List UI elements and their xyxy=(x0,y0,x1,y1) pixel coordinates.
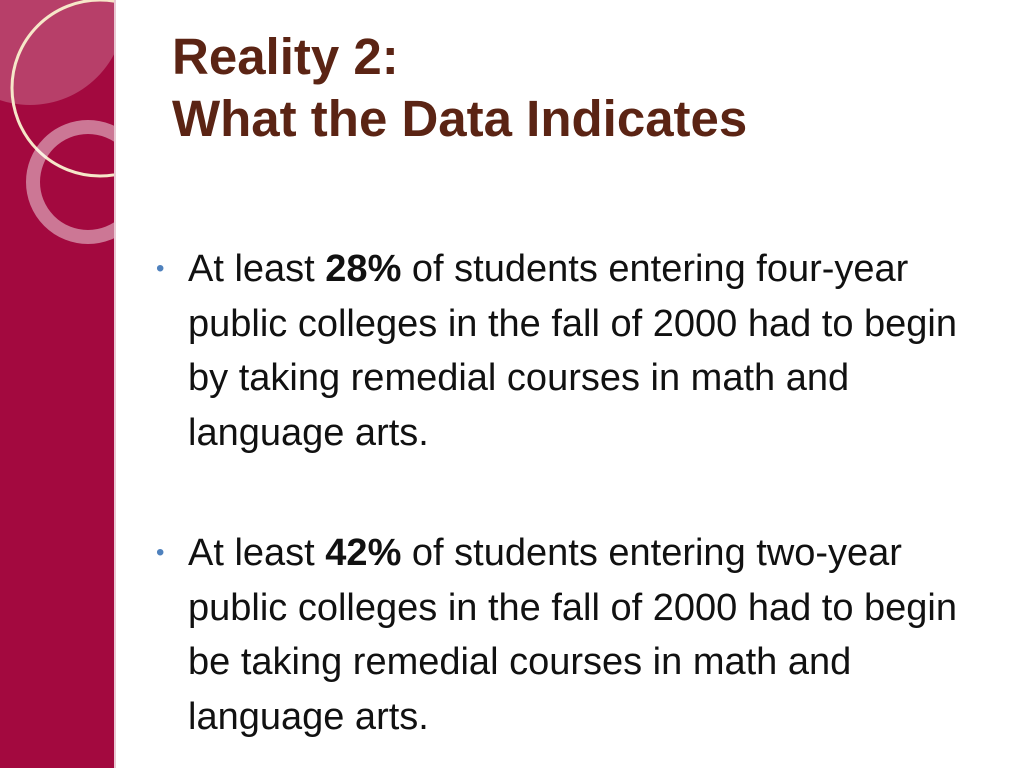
slide-title xyxy=(172,26,747,150)
bullet-body: of students entering two-year public colleges in the fall of 2000 had to begin be taking remedial courses in math and language arts. xyxy=(188,532,957,738)
band-divider xyxy=(114,0,116,768)
bullet-text xyxy=(188,248,957,454)
bullet-emphasis: 28% xyxy=(325,248,402,290)
bullet-body: of students entering four-year public colleges in the fall of 2000 had to begin by taking remedial courses in math and language arts. xyxy=(188,248,957,454)
bullet-item xyxy=(150,526,980,744)
bullet-dot-icon: • xyxy=(156,539,165,566)
bullet-list xyxy=(150,242,980,744)
ring-decoration-icon xyxy=(0,0,114,768)
side-band xyxy=(0,0,114,768)
bullet-item xyxy=(150,242,980,460)
bullet-prefix: At least xyxy=(188,532,326,574)
bullet-emphasis: 42% xyxy=(325,532,402,574)
title-line-2: What the Data Indicates xyxy=(172,90,748,147)
bullet-dot-icon: • xyxy=(156,255,165,282)
title-line-1: Reality 2: xyxy=(172,28,399,85)
bullet-text xyxy=(188,532,957,738)
bullet-prefix: At least xyxy=(188,248,326,290)
